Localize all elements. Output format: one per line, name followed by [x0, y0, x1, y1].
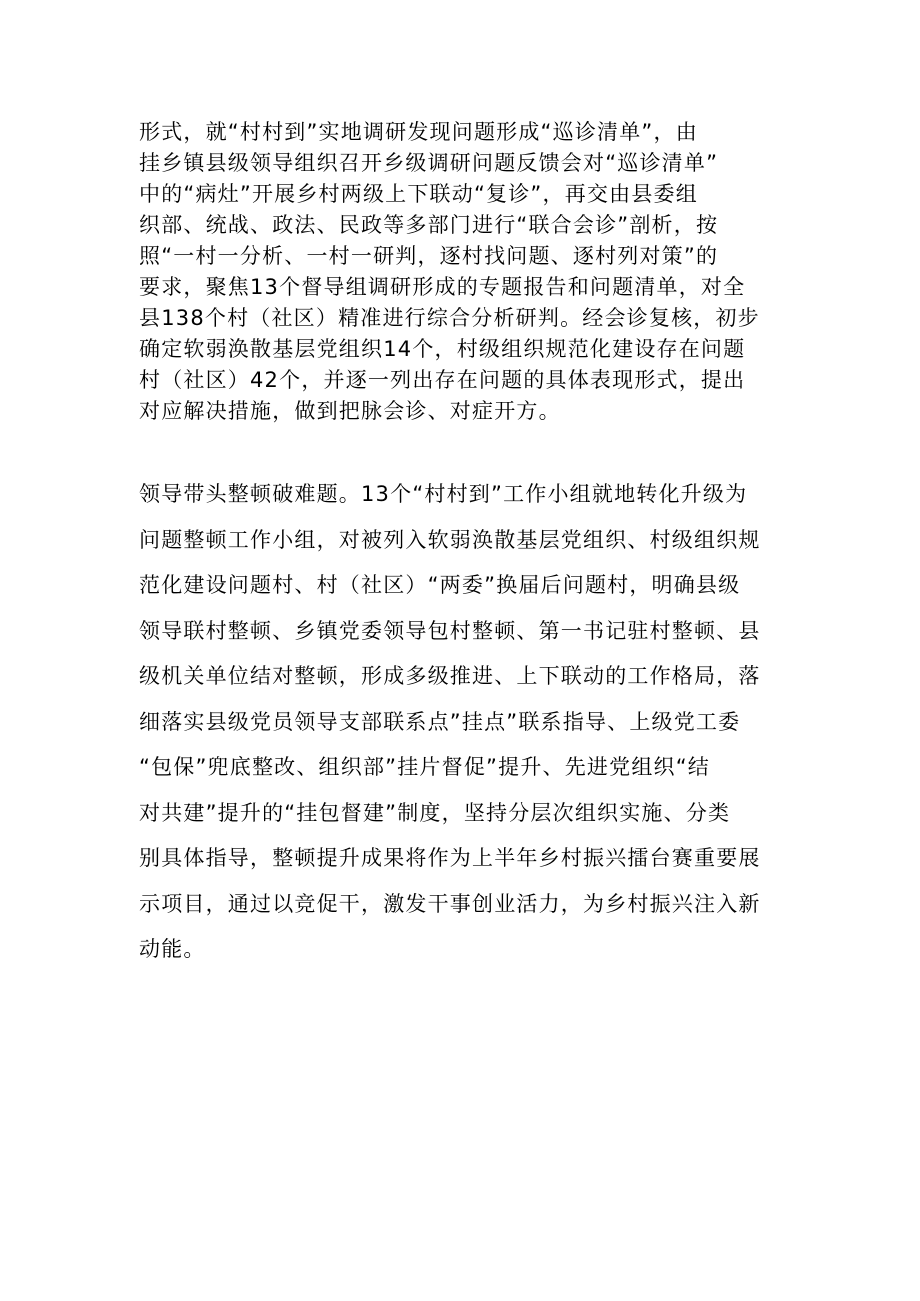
paragraph-line: 别具体指导，整顿提升成果将作为上半年乡村振兴擂台赛重要展 — [139, 846, 761, 870]
paragraph-line: “包保”兜底整改、组织部”挂片督促”提升、先进党组织“结 — [139, 755, 710, 779]
paragraph-line: 问题整顿工作小组，对被列入软弱涣散基层党组织、村级组织规 — [139, 527, 761, 552]
paragraph-line: 村（社区）42个，并逐一列出存在问题的具体表现形式，提出 — [139, 368, 746, 392]
paragraph-2 — [139, 472, 789, 973]
paragraph-line: 对共建”提升的“挂包督建”制度，坚持分层次组织实施、分类 — [139, 800, 731, 825]
paragraph-line: 示项目，通过以竞促干，激发干事创业活力，为乡村振兴注入新 — [139, 891, 761, 916]
paragraph-line: 领导联村整顿、乡镇党委领导包村整顿、第一书记驻村整顿、县 — [139, 618, 761, 643]
paragraph-line: 照“一村一分析、一村一研判，逐村找问题、逐村列对策”的 — [139, 244, 719, 268]
paragraph-line: 范化建设问题村、村（社区）“两委”换届后问题村，明确县级 — [139, 573, 741, 597]
paragraph-1 — [139, 117, 789, 427]
paragraph-line: 挂乡镇县级领导组织召开乡级调研问题反馈会对“巡诊清单” — [139, 151, 719, 175]
paragraph-line: 细落实县级党员领导支部联系点”挂点”联系指导、上级党工委 — [139, 709, 741, 734]
paragraph-line: 确定软弱涣散基层党组织14个，村级组织规范化建设存在问题 — [139, 337, 746, 361]
paragraph-line: 动能。 — [139, 937, 206, 961]
paragraph-line: 形式，就“村村到”实地调研发现问题形成“巡诊清单”，由 — [139, 120, 698, 144]
paragraph-line: 县138个村（社区）精准进行综合分析研判。经会诊复核，初步 — [139, 306, 760, 330]
paragraph-line: 织部、统战、政法、民政等多部门进行“联合会诊”剖析，按 — [139, 213, 719, 237]
paragraph-line: 要求，聚焦13个督导组调研形成的专题报告和问题清单，对全 — [139, 275, 746, 299]
paragraph-line: 对应解决措施，做到把脉会诊、对症开方。 — [139, 399, 561, 423]
paragraph-line: 级机关单位结对整顿，形成多级推进、上下联动的工作格局，落 — [139, 664, 761, 688]
paragraph-line: 中的“病灶”开展乡村两级上下联动“复诊”，再交由县委组 — [139, 182, 698, 206]
paragraph-line: 领导带头整顿破难题。13个“村村到”工作小组就地转化升级为 — [139, 482, 748, 506]
